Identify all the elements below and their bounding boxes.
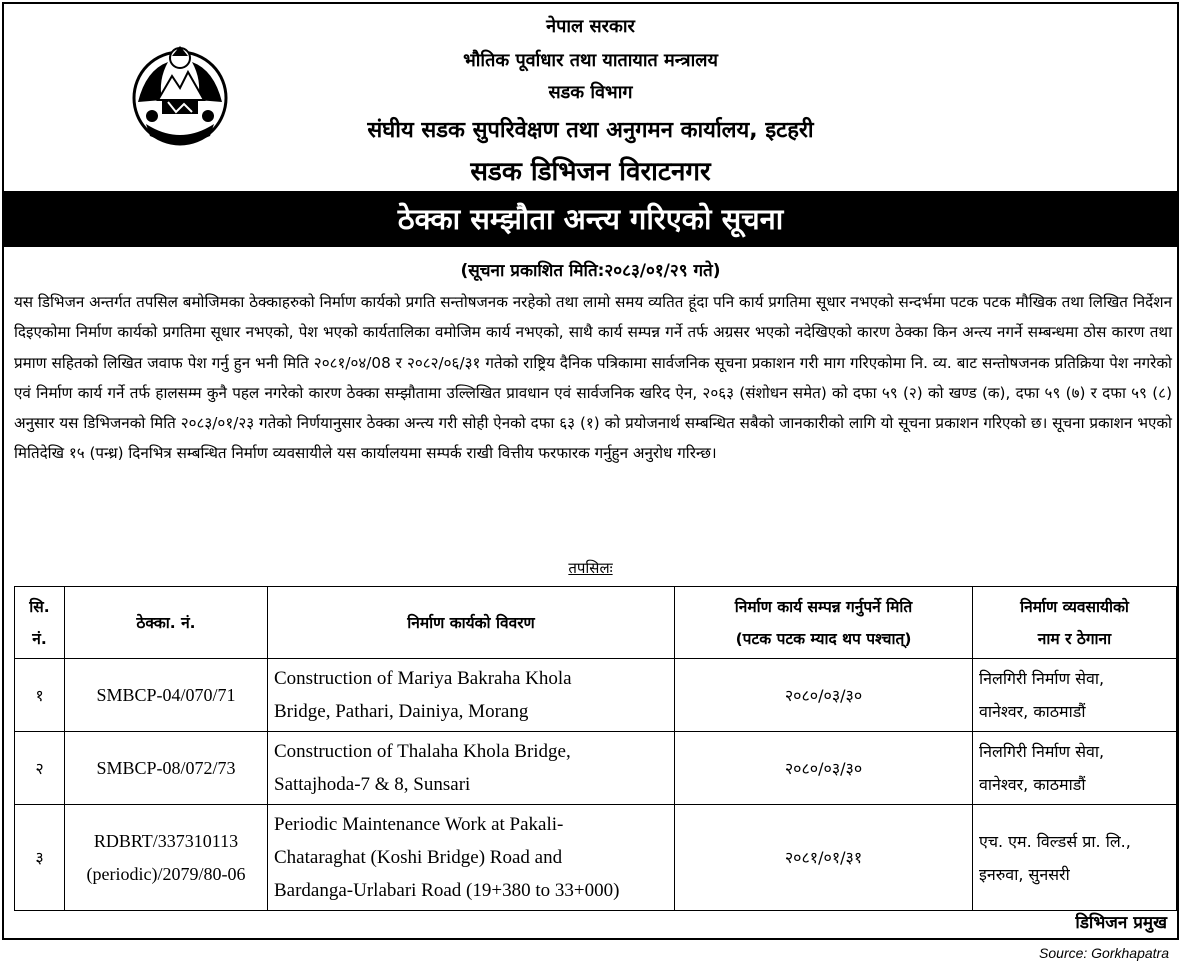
header-contractor: निर्माण व्यवसायीको नाम र ठेगाना — [973, 587, 1177, 659]
table-row — [15, 732, 1177, 805]
schedule-label: तपसिलः — [568, 559, 613, 577]
cell-contractor: निलगिरी निर्माण सेवा, वानेश्वर, काठमाडौं — [973, 659, 1177, 732]
cell-description: Construction of Mariya Bakraha Khola Bridge, Pathari, Dainiya, Morang — [268, 659, 675, 732]
notice-body: यस डिभिजन अन्तर्गत तपसिल बमोजिमका ठेक्काहरुको निर्माण कार्यको प्रगति सन्तोषजनक नरहेको तथा लामो समय व्यतित हूंदा पनि कार्य प्रगतिमा सूधार नभएको सन्दर्भमा पटक पटक मौखिक तथा लिखित निर्देशन दिइएकोमा निर्माण कार्यको प्रगतिमा सूधार नभएको, पेश भएको कार्यतालिका वमोजिम कार्य नभएको, साथै कार्य सम्पन्न गर्ने तर्फ अग्रसर भएको नदेखिएको कारण ठेक्का किन अन्त्य नगर्ने सम्बन्धमा ठोस कारण तथा प्रमाण सहितको लिखित जवाफ पेश गर्नु हुन भनी मिति २०८१/०४/08 र २०८२/०६/३१ गतेको राष्ट्रिय दैनिक पत्रिकामा सार्वजनिक सूचना प्रकाशन गरी माग गरिएकोमा नि. व्य. बाट सन्तोषजनक प्रतिक्रिया पेश नगरेको एवं निर्माण कार्य गर्ने तर्फ हालसम्म कुनै पहल नगरेको कारण ठेक्का सम्झौतामा उल्लिखित प्रावधान एवं सार्वजनिक खरिद ऐन, २०६३ (संशोधन समेत) को दफा ५९ (२) को खण्ड (क), दफा ५९ (७) र दफा ५९ (८) अनुसार यस डिभिजनको मिति २०८३/०१/२३ गतेको निर्णयानुसार ठेक्का अन्त्य गरी सोही ऐनको दफा ६३ (१) को प्रयोजनार्थ सम्बन्धित सबैको जानकारीको लागि यो सूचना प्रकाशन गरिएको छ। सूचना प्रकाशन भएको मितिदेखि १५ (पन्ध्र) दिनभित्र सम्बन्धित निर्माण व्यवसायीले यस कार्यालयमा सम्पर्क राखी वित्तीय फरफारक गर्नुहुन अनुरोध गरिन्छ। — [14, 293, 1172, 463]
table-header-row — [15, 587, 1177, 659]
cell-contract-no: SMBCP-08/072/73 — [65, 732, 268, 805]
cell-description: Periodic Maintenance Work at Pakali- Chataraghat (Koshi Bridge) Road and Bardanga-Urlabari Road (19+380 to 33+000) — [268, 805, 675, 911]
cell-sn: २ — [15, 732, 65, 805]
office-name: संघीय सडक सुपरिवेक्षण तथा अनुगमन कार्यालय, इटहरी — [367, 118, 814, 143]
header-contract-no: ठेक्का. नं. — [65, 587, 268, 659]
cell-completion-date: २०८०/०३/३० — [675, 659, 973, 732]
cell-description: Construction of Thalaha Khola Bridge, Sattajhoda-7 & 8, Sunsari — [268, 732, 675, 805]
govt-name: नेपाल सरकार — [546, 16, 635, 37]
header-description: निर्माण कार्यको विवरण — [268, 587, 675, 659]
table-row — [15, 805, 1177, 911]
division-name: सडक डिभिजन विराटनगर — [470, 157, 711, 187]
cell-contractor: एच. एम. विल्डर्स प्रा. लि., इनरुवा, सुनसरी — [973, 805, 1177, 911]
published-date: (सूचना प्रकाशित मिति:२०८३/०१/२९ गते) — [460, 261, 721, 281]
source-credit: Source: Gorkhapatra — [1039, 945, 1169, 961]
contract-table — [14, 586, 1177, 911]
cell-sn: १ — [15, 659, 65, 732]
notice-title-banner: ठेक्का सम्झौता अन्त्य गरिएको सूचना — [4, 191, 1177, 247]
cell-contractor: निलगिरी निर्माण सेवा, वानेश्वर, काठमाडौं — [973, 732, 1177, 805]
cell-completion-date: २०८१/०१/३१ — [675, 805, 973, 911]
cell-sn: ३ — [15, 805, 65, 911]
table-row — [15, 659, 1177, 732]
signature-division-chief: डिभिजन प्रमुख — [1075, 913, 1167, 933]
notice-frame — [2, 2, 1179, 940]
header-completion-date: निर्माण कार्य सम्पन्न गर्नुपर्ने मिति (पटक पटक म्याद थप पश्चात्) — [675, 587, 973, 659]
cell-contract-no: RDBRT/337310113 (periodic)/2079/80-06 — [65, 805, 268, 911]
department-name: सडक विभाग — [548, 82, 633, 103]
cell-contract-no: SMBCP-04/070/71 — [65, 659, 268, 732]
ministry-name: भौतिक पूर्वाधार तथा यातायात मन्त्रालय — [463, 50, 718, 71]
header-sn: सि. नं. — [15, 587, 65, 659]
cell-completion-date: २०८०/०३/३० — [675, 732, 973, 805]
